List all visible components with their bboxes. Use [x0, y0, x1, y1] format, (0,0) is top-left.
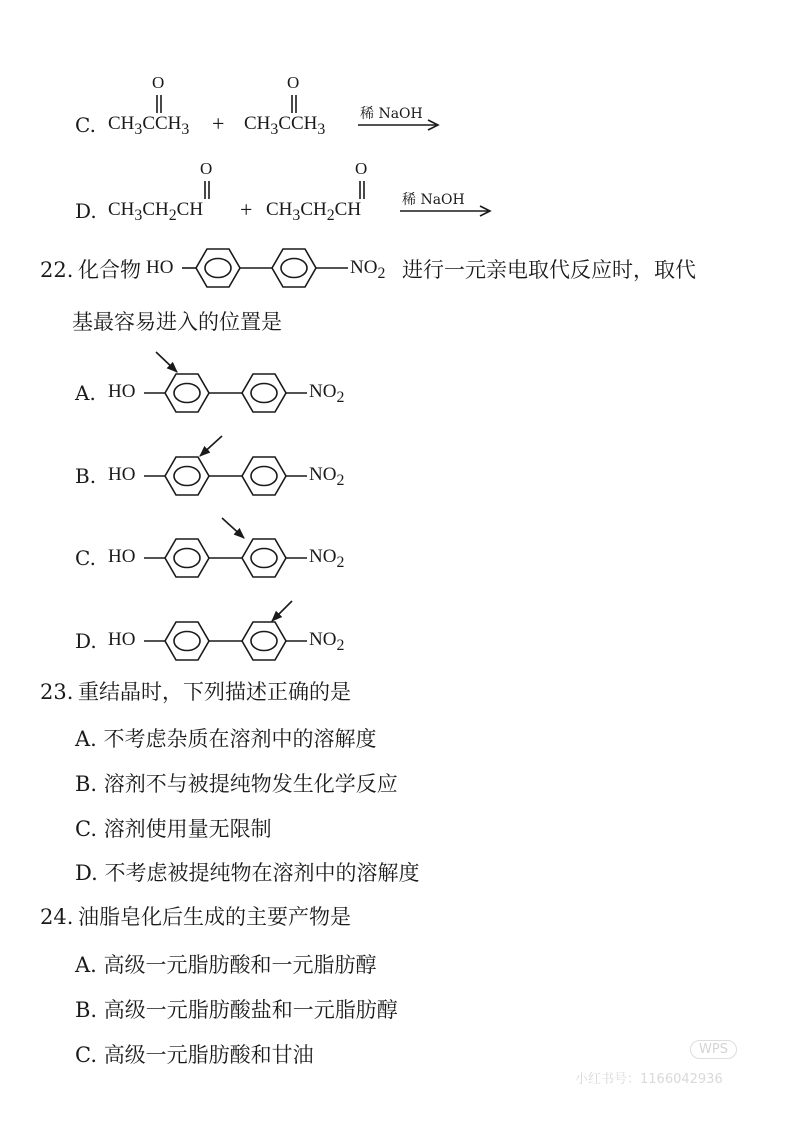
q24-option-b: B. 高级一元脂肪酸盐和一元脂肪醇	[75, 998, 398, 1022]
q22-option-d-letter: D.	[75, 629, 97, 653]
option-a-structure	[144, 352, 307, 412]
q24-stem: 油脂皂化后生成的主要产物是	[78, 905, 351, 929]
option-d-letter: D.	[75, 199, 97, 223]
option-d-plus: +	[240, 197, 253, 222]
q22-stem-line2: 基最容易进入的位置是	[72, 310, 282, 334]
q22-option-a-ho: HO	[108, 381, 136, 402]
stem-ho-label: HO	[146, 257, 174, 278]
q23-option-d: D. 不考虑被提纯物在溶剂中的溶解度	[75, 861, 420, 885]
q24-number: 24.	[40, 905, 74, 929]
q22-number: 22.	[40, 258, 74, 282]
option-b-arrow	[200, 436, 222, 456]
watermark-badge: WPS	[690, 1040, 737, 1059]
q22-option-c-letter: C.	[75, 546, 96, 570]
option-c-reactant-1: $CH_3CCH_3$	[108, 113, 190, 138]
reagent-d: 稀 NaOH	[402, 192, 465, 208]
reagent-c: 稀 NaOH	[360, 106, 423, 122]
q22-option-b-ho: HO	[108, 464, 136, 485]
q23-option-b: B. 溶剂不与被提纯物发生化学反应	[75, 772, 398, 796]
q22-stem-prefix: 化合物	[78, 258, 141, 282]
option-c-letter: C.	[75, 113, 96, 137]
option-c-structure	[144, 518, 307, 577]
option-d-reactant-1: $CH_3CH_2CH$	[108, 199, 204, 224]
option-d-carbonyl-o-2: O	[355, 159, 368, 178]
q22-option-b-letter: B.	[75, 464, 97, 488]
option-b-structure	[144, 436, 307, 495]
q24-option-a: A. 高级一元脂肪酸和一元脂肪醇	[75, 953, 377, 977]
stem-no2-label: $NO_2$	[350, 257, 386, 282]
q22-option-d-ho: HO	[108, 629, 136, 650]
q22-stem-suffix: 进行一元亲电取代反应时，取代	[402, 258, 696, 282]
q23-stem: 重结晶时，下列描述正确的是	[78, 680, 351, 704]
option-c-carbonyl-o-2: O	[287, 73, 300, 92]
q23-option-a: A. 不考虑杂质在溶剂中的溶解度	[75, 727, 377, 751]
q22-option-c-no2: $NO_2$	[309, 546, 345, 571]
option-a-arrow	[156, 352, 177, 372]
q23-number: 23.	[40, 680, 74, 704]
q22-option-b-no2: $NO_2$	[309, 464, 345, 489]
option-c-plus: +	[212, 111, 225, 136]
option-d-arrow	[272, 601, 292, 621]
q23-option-c: C. 溶剂使用量无限制	[75, 817, 272, 841]
q22-option-a-letter: A.	[75, 381, 96, 405]
option-c-reactant-2: $CH_3CCH_3$	[244, 113, 326, 138]
option-d-reactant-2: $CH_3CH_2CH$	[266, 199, 362, 224]
q22-option-a-no2: $NO_2$	[309, 381, 345, 406]
q24-option-c: C. 高级一元脂肪酸和甘油	[75, 1043, 314, 1067]
option-d-carbonyl-o-1: O	[200, 159, 213, 178]
option-c-carbonyl-o-1: O	[152, 73, 165, 92]
watermark-text: 小红书号：1166042936	[575, 1072, 723, 1087]
option-d-structure	[144, 601, 307, 660]
q22-option-d-no2: $NO_2$	[309, 629, 345, 654]
q22-option-c-ho: HO	[108, 546, 136, 567]
option-c-arrow	[222, 518, 244, 538]
stem-biphenyl	[182, 249, 348, 287]
